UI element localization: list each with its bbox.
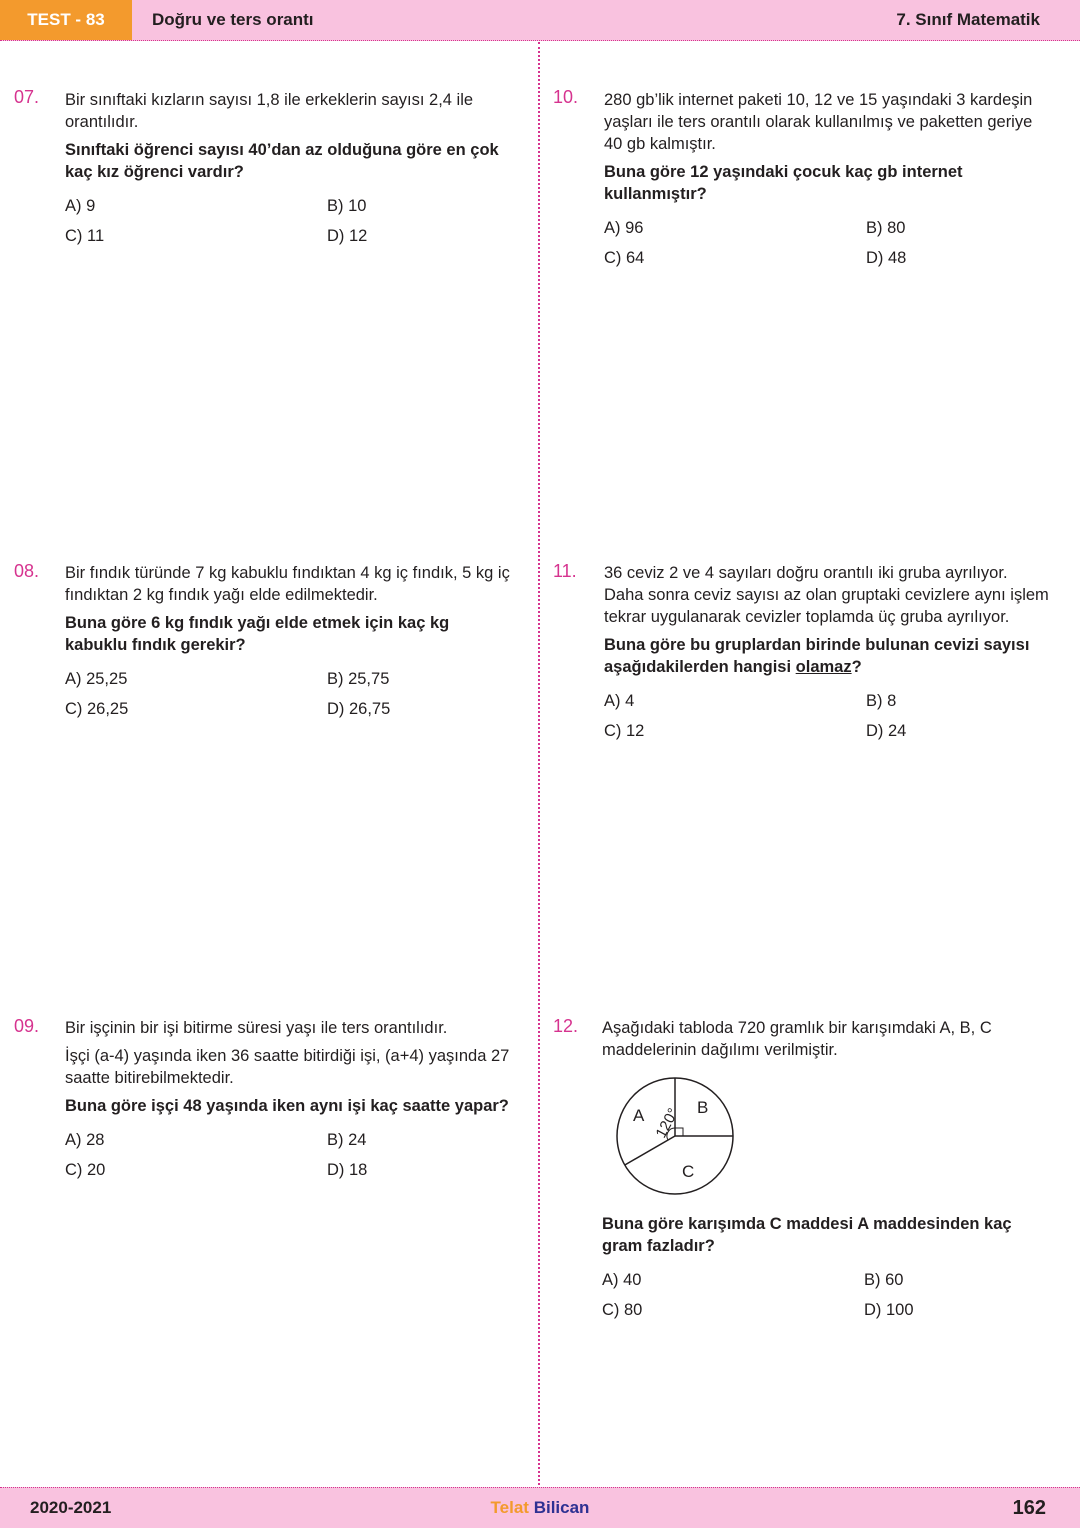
question-text: Aşağıdaki tabloda 720 gramlık bir karışımdaki A, B, C maddelerinin dağılımı verilmiştir. xyxy=(602,1019,992,1059)
option-c[interactable]: C) 12 xyxy=(604,722,645,740)
pie-chart xyxy=(602,1075,742,1199)
answer-options xyxy=(65,668,510,720)
page-header xyxy=(0,0,1080,41)
question-text: Bir sınıftaki kızların sayısı 1,8 ile erkeklerin sayısı 2,4 ile orantılıdır. xyxy=(65,91,474,131)
question-text: Bir işçinin bir işi bitirme süresi yaşı ile ters orantılıdır. xyxy=(65,1019,448,1037)
option-c[interactable]: C) 80 xyxy=(602,1301,643,1319)
option-d[interactable]: D) 24 xyxy=(866,722,907,740)
question-number-10: 10. xyxy=(553,87,579,107)
question-number-09: 09. xyxy=(14,1016,40,1036)
pie-label-c: C xyxy=(682,1162,695,1181)
answer-options xyxy=(65,195,510,247)
option-d[interactable]: D) 48 xyxy=(866,249,907,267)
option-d[interactable]: D) 100 xyxy=(864,1301,914,1319)
question-09 xyxy=(65,1017,510,1181)
option-c[interactable]: C) 20 xyxy=(65,1161,106,1179)
right-angle-mark xyxy=(675,1128,683,1136)
question-number-08: 08. xyxy=(14,561,40,581)
answer-options xyxy=(65,1129,510,1181)
question-number-11: 11. xyxy=(553,561,577,581)
question-11 xyxy=(604,562,1049,742)
question-text: 36 ceviz 2 ve 4 sayıları doğru orantılı iki gruba ayrılıyor. Daha sonra ceviz sayısı az olan gruptaki cevizlere aynı işlem tekrar uygulanarak cevizler toplamda üç gruba ayrılıyor. xyxy=(604,564,1049,626)
answer-options xyxy=(604,690,1049,742)
topic-title: Doğru ve ters orantı xyxy=(152,10,314,29)
column-divider xyxy=(538,42,540,1485)
option-a[interactable]: A) 9 xyxy=(65,197,96,215)
brand-first: Telat xyxy=(490,1498,529,1517)
answer-options xyxy=(602,1269,1047,1321)
brand-name xyxy=(0,1488,1080,1528)
test-number-badge: TEST - 83 xyxy=(0,0,132,40)
question-text: 280 gb’lik internet paketi 10, 12 ve 15 yaşındaki 3 kardeşin yaşları ile ters orantılı olarak kullanılmış ve paketten geriye 40 gb kalmıştır. xyxy=(604,91,1033,153)
answer-options xyxy=(604,217,1049,269)
angle-label: 120° xyxy=(652,1105,683,1141)
option-c[interactable]: C) 26,25 xyxy=(65,700,129,718)
option-b[interactable]: B) 60 xyxy=(864,1271,904,1289)
question-prompt xyxy=(604,634,1049,678)
option-a[interactable]: A) 25,25 xyxy=(65,670,128,688)
school-year: 2020-2021 xyxy=(30,1498,112,1517)
option-b[interactable]: B) 25,75 xyxy=(327,670,390,688)
option-b[interactable]: B) 80 xyxy=(866,219,906,237)
question-12 xyxy=(602,1017,1047,1321)
prompt-end: ? xyxy=(851,658,862,676)
option-c[interactable]: C) 64 xyxy=(604,249,645,267)
option-d[interactable]: D) 26,75 xyxy=(327,700,391,718)
option-d[interactable]: D) 18 xyxy=(327,1161,368,1179)
question-08 xyxy=(65,562,510,720)
page-number: 162 xyxy=(1012,1497,1046,1519)
question-prompt: Buna göre 12 yaşındaki çocuk kaç gb internet kullanmıştır? xyxy=(604,163,963,203)
question-prompt: Buna göre karışımda C maddesi A maddesinden kaç gram fazladır? xyxy=(602,1215,1012,1255)
page-footer xyxy=(0,1487,1080,1528)
question-text: Bir fındık türünde 7 kg kabuklu fındıktan 4 kg iç fındık, 5 kg iç fındıktan 2 kg fındık yağı elde edilmektedir. xyxy=(65,564,510,604)
question-prompt: Buna göre 6 kg fındık yağı elde etmek için kaç kg kabuklu fındık gerekir? xyxy=(65,614,450,654)
question-07 xyxy=(65,89,510,247)
grade-subject: 7. Sınıf Matematik xyxy=(896,10,1040,29)
option-d[interactable]: D) 12 xyxy=(327,227,368,245)
option-a[interactable]: A) 96 xyxy=(604,219,644,237)
option-b[interactable]: B) 10 xyxy=(327,197,367,215)
prompt-start: Buna göre bu gruplardan birinde bulunan cevizi sayısı aşağıdakilerden hangisi xyxy=(604,636,1030,676)
option-a[interactable]: A) 4 xyxy=(604,692,635,710)
option-a[interactable]: A) 28 xyxy=(65,1131,105,1149)
pie-label-b: B xyxy=(697,1098,709,1117)
option-b[interactable]: B) 24 xyxy=(327,1131,367,1149)
prompt-emphasis: olamaz xyxy=(795,658,852,676)
question-10 xyxy=(604,89,1049,269)
option-c[interactable]: C) 11 xyxy=(65,227,105,245)
option-b[interactable]: B) 8 xyxy=(866,692,897,710)
question-text: İşçi (a-4) yaşında iken 36 saatte bitirdiği işi, (a+4) yaşında 27 saatte bitirebilmektedir. xyxy=(65,1047,510,1087)
question-number-07: 07. xyxy=(14,87,40,107)
pie-label-a: A xyxy=(633,1106,645,1125)
option-a[interactable]: A) 40 xyxy=(602,1271,642,1289)
question-prompt: Buna göre işçi 48 yaşında iken aynı işi kaç saatte yapar? xyxy=(65,1097,509,1115)
question-number-12: 12. xyxy=(553,1016,579,1036)
question-prompt: Sınıftaki öğrenci sayısı 40’dan az olduğuna göre en çok kaç kız öğrenci vardır? xyxy=(65,141,499,181)
brand-last: Bilican xyxy=(533,1498,590,1517)
